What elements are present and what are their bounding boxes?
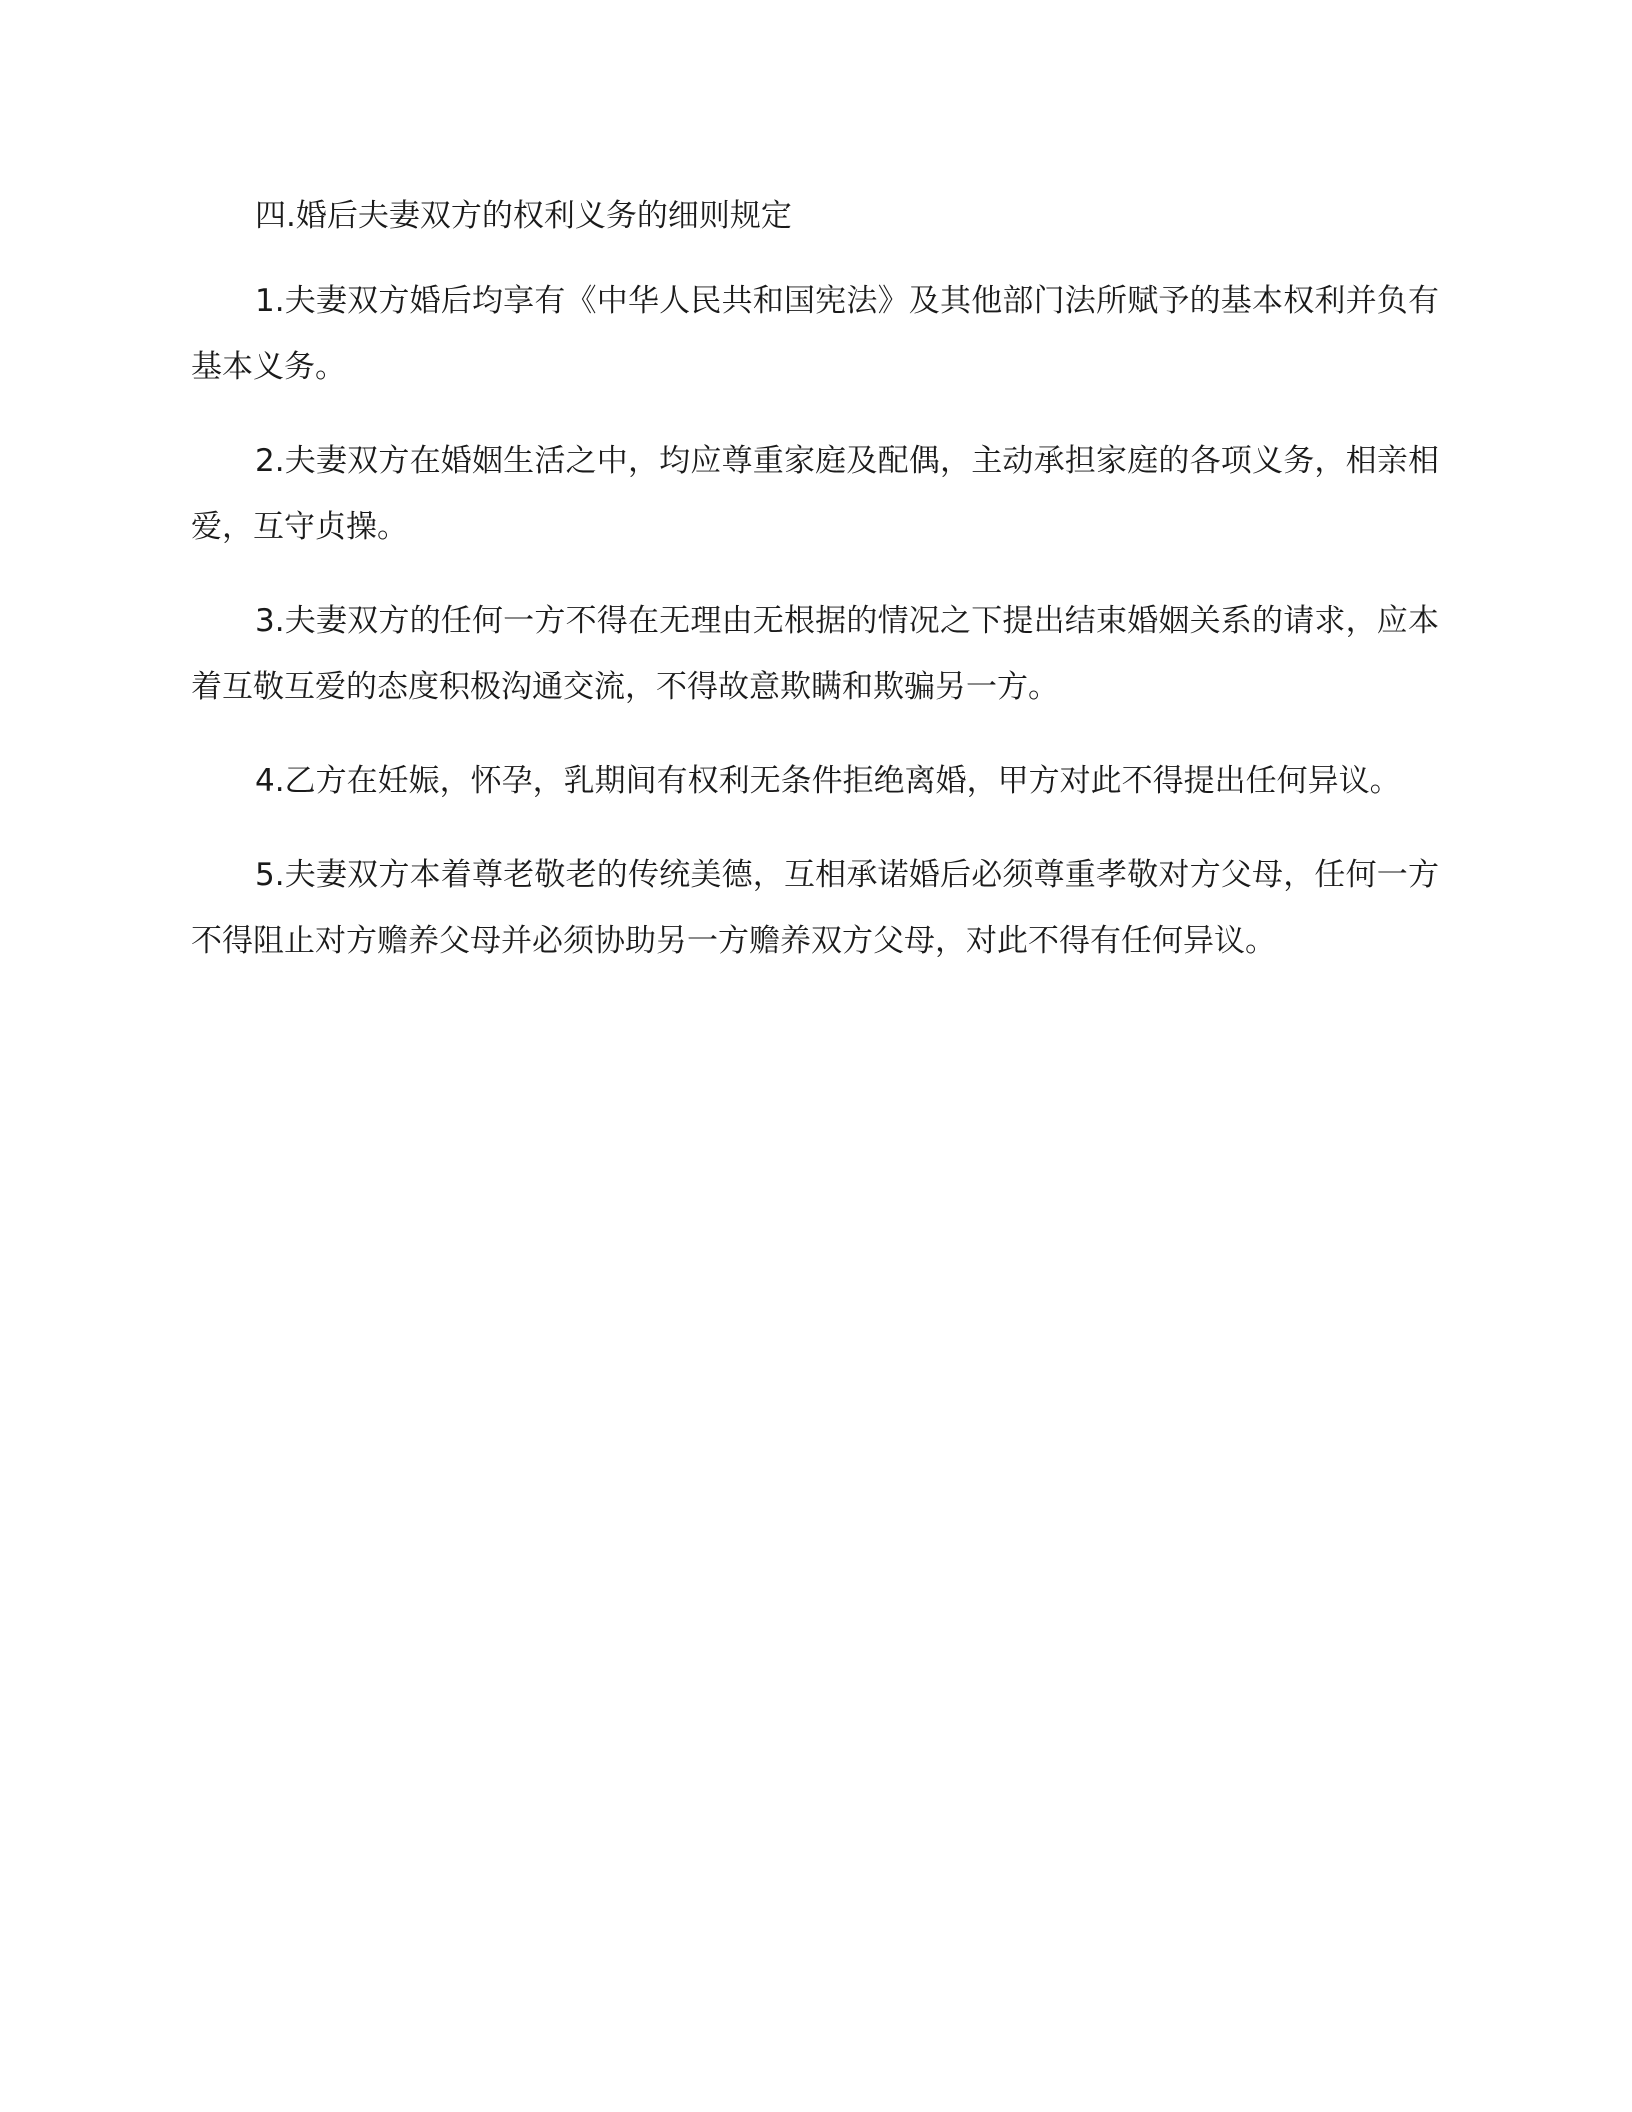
paragraph-2: 2.夫妻双方在婚姻生活之中，均应尊重家庭及配偶，主动承担家庭的各项义务，相亲相爱，互守贞操。 xyxy=(191,443,1439,545)
paragraph-1: 1.夫妻双方婚后均享有《中华人民共和国宪法》及其他部门法所赋予的基本权利并负有基本义务。 xyxy=(191,283,1439,385)
paragraph-5: 5.夫妻双方本着尊老敬老的传统美德，互相承诺婚后必须尊重孝敬对方父母，任何一方不得阻止对方赡养父母并必须协助另一方赡养双方父母，对此不得有任何异议。 xyxy=(191,857,1439,959)
document-body xyxy=(191,190,1439,1002)
section-heading: 四.婚后夫妻双方的权利义务的细则规定 xyxy=(255,198,792,234)
paragraph-3: 3.夫妻双方的任何一方不得在无理由无根据的情况之下提出结束婚姻关系的请求，应本着互敬互爱的态度积极沟通交流，不得故意欺瞒和欺骗另一方。 xyxy=(191,603,1439,705)
paragraph-4: 4.乙方在妊娠，怀孕，乳期间有权利无条件拒绝离婚，甲方对此不得提出任何异议。 xyxy=(255,763,1401,799)
